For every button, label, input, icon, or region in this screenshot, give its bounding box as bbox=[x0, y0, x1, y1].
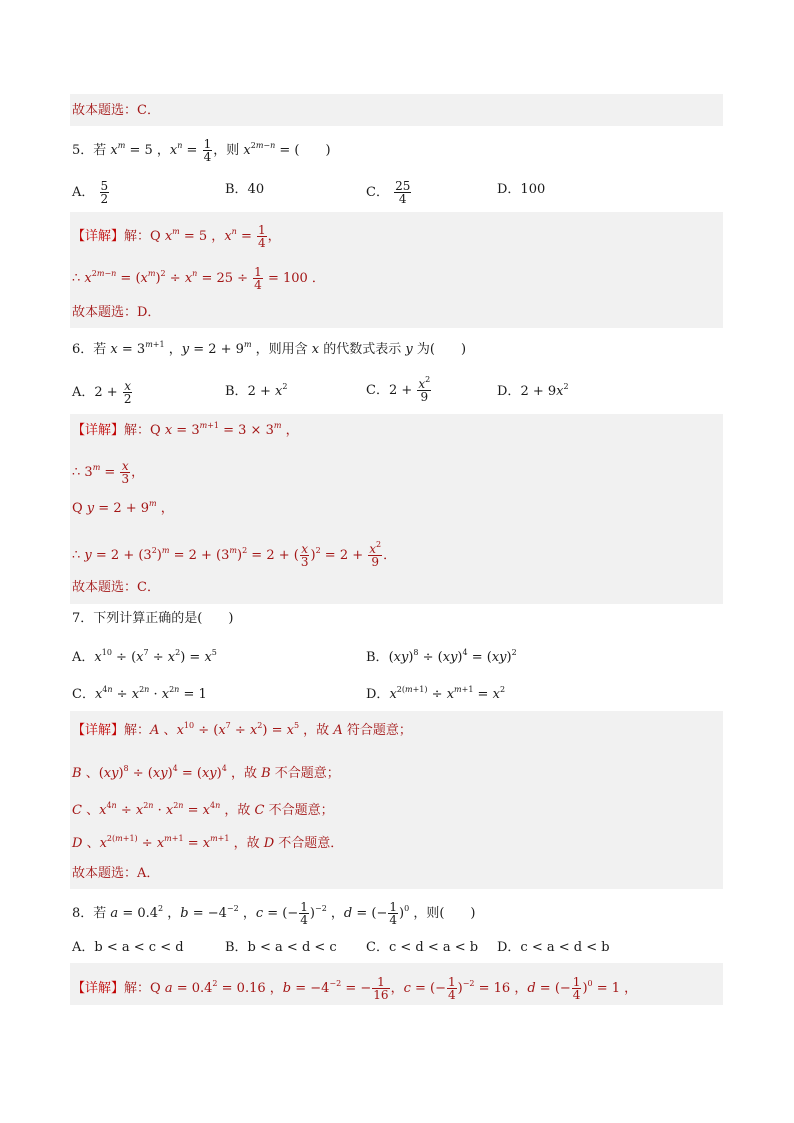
q5-exp-line1: 【详解】解：Q $x^m = 5$ ，$x^n$ = $\frac{1}{4}$ ， bbox=[72, 223, 281, 250]
q5-stem: 5．若 $x^m = 5$ ，$x^n$ = $\frac{1}{4}$ ，则 $x^{2m-n}$ = ( ) bbox=[72, 137, 331, 164]
q8-stem: 8．若 $a = 0.4^2$ ，$b = -4^{-2}$ ，c = (− $\frac{1}{4}$ )$^{-2}$ ，d = (− $\frac{1}{4}$ )$^0$ ，则( ) bbox=[72, 900, 476, 927]
q6-option-c: C．2 + $\frac{x^2}{9}$ bbox=[366, 375, 431, 404]
q5-conclusion: 故本题选：D． bbox=[72, 305, 161, 320]
q8-option-c: C．c < d < a < b bbox=[366, 940, 479, 955]
q7-stem: 7．下列计算正确的是( ) bbox=[72, 611, 234, 626]
q7-exp-line4: D 、$x^{2(m+1)} \div x^{m+1} = x^{m+1}$ ，故 D 不合题意． bbox=[72, 834, 344, 851]
q7-exp-line1: 【详解】解：A 、$x^{10} \div (x^7 \div x^2) = x^5$ ，故 A 符合题意； bbox=[72, 721, 412, 738]
q7-option-b: B．(xy)$^8$ ÷ (xy)$^4$ = (xy)$^2$ bbox=[366, 648, 517, 665]
q6-option-a: A．2 + $\frac{x}{2}$ bbox=[72, 379, 132, 406]
q6-exp-line3: Q $y = 2 + 9^m$ ， bbox=[72, 499, 174, 516]
q5-option-d: D．100 bbox=[497, 182, 546, 197]
q5-option-b: B．40 bbox=[225, 182, 265, 197]
q8-option-a: A．b < a < c < d bbox=[72, 940, 184, 955]
q6-exp-line2: ∴ $3^m$ = $\frac{x}{3}$ ， bbox=[72, 459, 145, 486]
q5-exp-line2: ∴ $x^{2m-n} = (x^m)^2 \div x^n = 25$ ÷ $\frac{1}{4}$ = 100 ． bbox=[72, 265, 325, 292]
q6-exp-line1: 【详解】解：Q $x = 3^{m+1} = 3 \times 3^m$ ， bbox=[72, 421, 299, 438]
q8-exp-line1: 【详解】解：Q $a = 0.4^2 = 0.16$ ，$b = -4^{-2}$ = − $\frac{1}{16}$ ，c = (− $\frac{1}{4}$ )$^{-2}$ = 16 ，d = (− $\frac{1}{4}$ )$^0$ = 1 ， bbox=[72, 975, 638, 1002]
q6-option-b: B．$2 + x^2$ bbox=[225, 382, 288, 399]
q7-conclusion: 故本题选：A． bbox=[72, 866, 160, 881]
q7-exp-line2: B 、(xy)$^8$ ÷ (xy)$^4$ = (xy)$^4$ ，故 B 不合题意； bbox=[72, 764, 340, 781]
q6-option-d: D．$2 + 9x^2$ bbox=[497, 382, 569, 399]
q6-exp-line4: ∴ $y = 2 + (3^2)^m = 2 + (3^m)^2 = 2$ + ( $\frac{x}{3}$ )$^2$ = 2 + $\frac{x^2}{9}$ ． bbox=[72, 540, 397, 569]
q7-option-c: C．$x^{4n} \div x^{2n} \cdot x^{2n} = 1$ bbox=[72, 685, 207, 702]
q6-stem: 6．若 $x = 3^{m+1}$ ，$y = 2 + 9^m$ ，则用含 x 的代数式表示 y 为( ) bbox=[72, 340, 467, 357]
q8-option-b: B．b < a < d < c bbox=[225, 940, 337, 955]
q6-conclusion: 故本题选：C． bbox=[72, 580, 160, 595]
q5-option-a: A． $\frac{5}{2}$ bbox=[72, 179, 109, 206]
q7-exp-line3: C 、$x^{4n} \div x^{2n} \cdot x^{2n} = x^{4n}$ ，故 C 不合题意； bbox=[72, 801, 334, 818]
q5-option-c: C． $\frac{25}{4}$ bbox=[366, 179, 411, 206]
q8-option-d: D．c < a < d < b bbox=[497, 940, 610, 955]
q4-conclusion: 故本题选：C． bbox=[72, 103, 160, 118]
q7-option-a: A．$x^{10} \div (x^7 \div x^2) = x^5$ bbox=[72, 648, 217, 665]
q4-conclusion-block bbox=[70, 94, 723, 126]
q7-option-d: D．$x^{2(m+1)} \div x^{m+1} = x^2$ bbox=[366, 685, 506, 702]
